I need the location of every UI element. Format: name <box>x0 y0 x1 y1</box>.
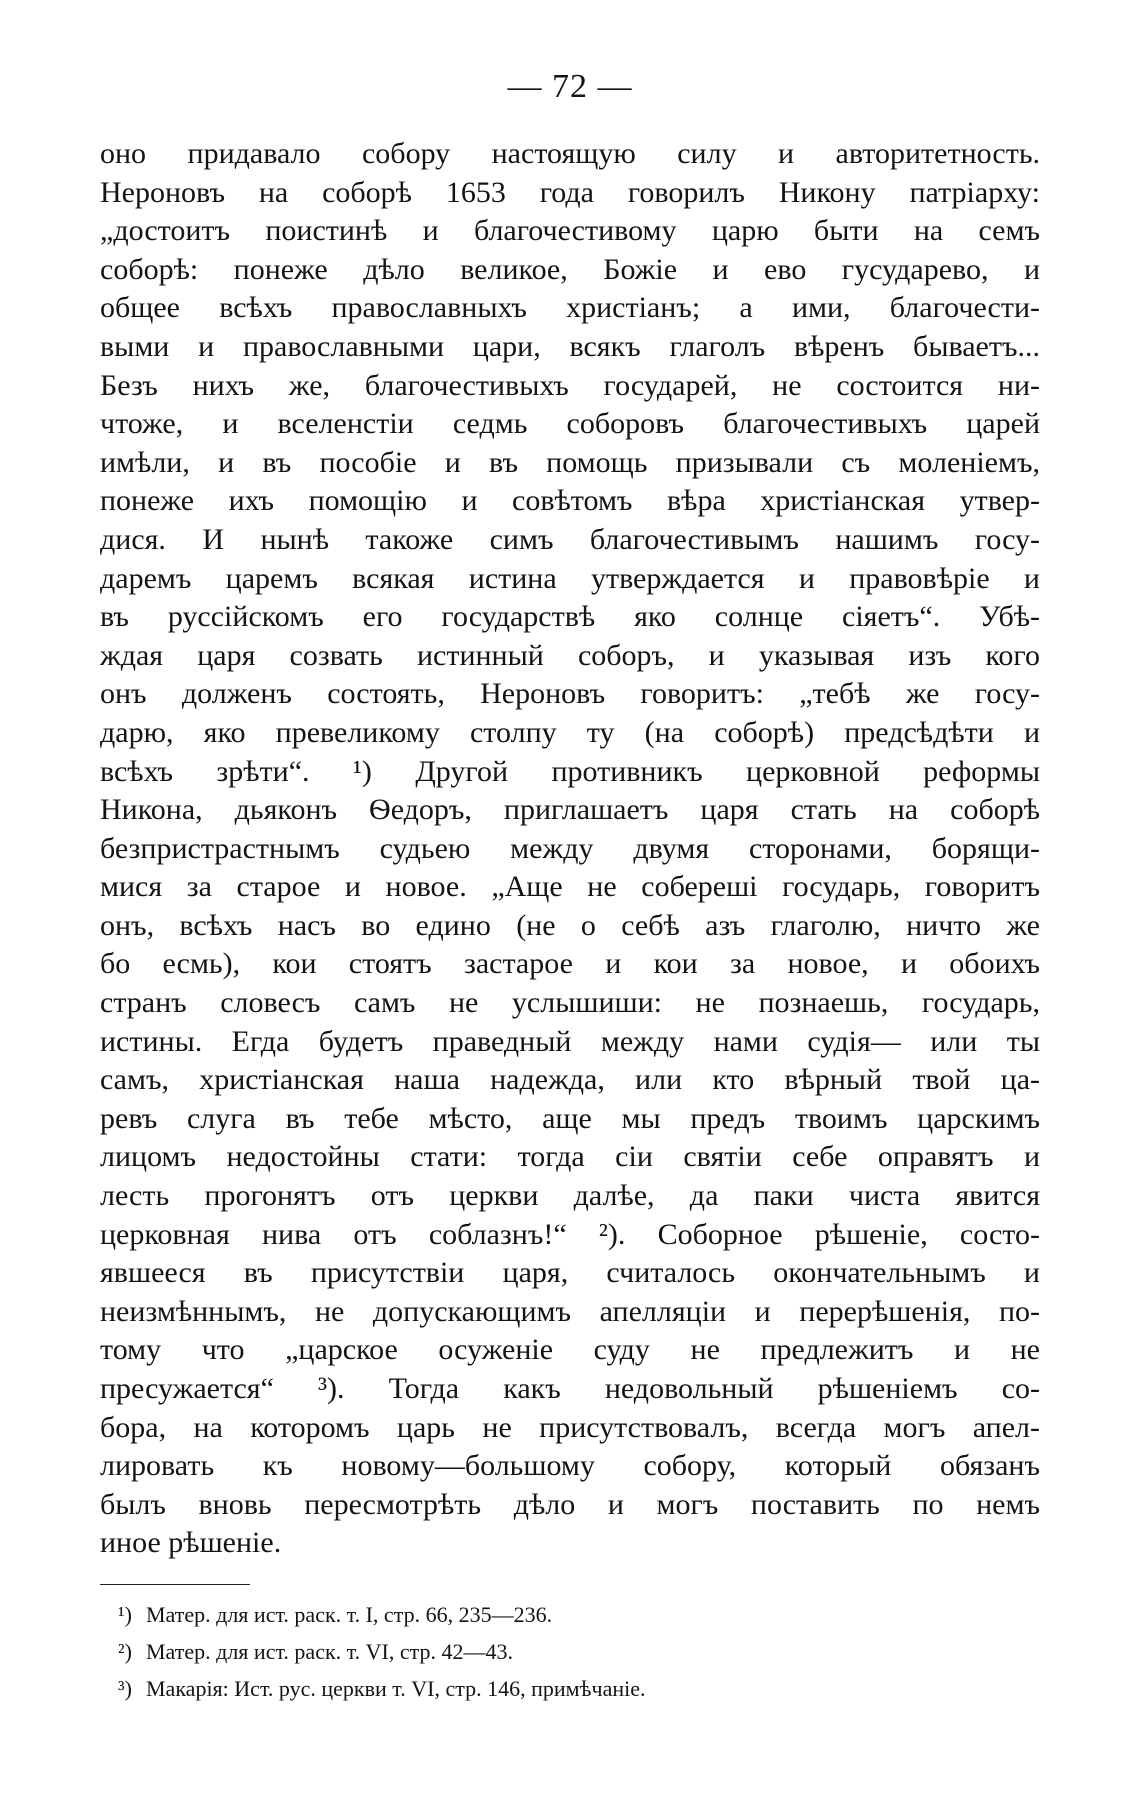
text-line: истины. Егда будетъ праведный между нами судія— или ты <box>100 1024 1040 1058</box>
footnote-divider <box>100 1584 250 1585</box>
text-line: Никона, дьяконъ Ѳедоръ, приглашаетъ царя стать на соборѣ <box>100 793 1040 827</box>
text-line: пресужается“ ³). Тогда какъ недовольный рѣшеніемъ со- <box>100 1372 1040 1405</box>
text-line: онъ, всѣхъ насъ во едино (не о себѣ азъ глаголю, ничто же <box>100 908 1040 942</box>
text-line: Нероновъ на соборѣ 1653 года говорилъ Никону патріарху: <box>100 175 1040 209</box>
footnote-text: Матер. для ист. раск. т. VI, стр. 42—43. <box>146 1639 513 1664</box>
footnote <box>118 1596 1018 1633</box>
footnotes <box>118 1596 1018 1707</box>
text-line: имѣли, и въ пособіе и въ помощь призывали съ моленіемъ, <box>100 445 1040 479</box>
text-line: дарю, яко превеликому столпу ту (на соборѣ) предсѣдѣти и <box>100 715 1040 749</box>
text-line: общее всѣхъ православныхъ христіанъ; а ими, благочести- <box>100 291 1040 325</box>
text-line: бора, на которомъ царь не присутствовалъ, всегда могъ апел- <box>100 1410 1040 1444</box>
text-line: оно придавало собору настоящую силу и авторитетность. <box>100 137 1040 170</box>
footnote <box>118 1670 1018 1707</box>
text-line: соборѣ: понеже дѣло великое, Божіе и ево гусударево, и <box>100 252 1040 286</box>
text-line: тому что „царское осуженіе суду не предлежитъ и не <box>100 1333 1040 1367</box>
text-line: мися за старое и новое. „Аще не соберешi государь, говоритъ <box>100 870 1040 904</box>
text-line: даремъ царемъ всякая истина утверждается и правовѣріе и <box>100 561 1040 595</box>
text-line: выми и православными цари, всякъ глаголъ вѣренъ бываетъ... <box>100 329 1040 363</box>
text-line: въ руссійскомъ его государствѣ яко солнце сіяетъ“. Убѣ- <box>100 600 1040 634</box>
text-line: неизмѣннымъ, не допускающимъ апелляціи и перерѣшенія, по- <box>100 1294 1040 1328</box>
body-text <box>100 135 1040 1563</box>
footnote-mark: ¹) <box>118 1602 132 1627</box>
text-line: „достоитъ поистинѣ и благочестивому царю быти на семъ <box>100 214 1040 248</box>
text-line: всѣхъ зрѣти“. ¹) Другой противникъ церковной реформы <box>100 754 1040 788</box>
text-line: бо есмь), кои стоятъ застарое и кои за новое, и обоихъ <box>100 947 1040 981</box>
text-line: лировать къ новому—большому собору, который обязанъ <box>100 1449 1040 1483</box>
footnote-mark: ²) <box>118 1639 132 1664</box>
text-line: дися. И нынѣ такоже симъ благочестивымъ нашимъ госу- <box>100 522 1040 556</box>
text-line: иное рѣшеніе. <box>100 1526 282 1560</box>
footnote-mark: ³) <box>118 1676 132 1701</box>
text-line: былъ вновь пересмотрѣть дѣло и могъ поставить по немъ <box>100 1487 1040 1521</box>
text-line: церковная нива отъ соблазнъ!“ ²). Соборное рѣшеніе, состо- <box>100 1217 1040 1251</box>
text-line: ждая царя созвать истинный соборъ, и указывая изъ кого <box>100 638 1040 672</box>
text-line: безпристрастнымъ судьею между двумя сторонами, борящи- <box>100 831 1040 865</box>
text-line: самъ, христіанская наша надежда, или кто вѣрный твой ца- <box>100 1063 1040 1097</box>
text-line: лицомъ недостойны стати: тогда сіи святіи себе оправятъ и <box>100 1140 1040 1174</box>
page-number: — 72 — <box>507 68 633 105</box>
footnote-text: Матер. для ист. раск. т. I, стр. 66, 235—236. <box>146 1602 553 1627</box>
text-line: странъ словесъ самъ не услышиши: не познаешь, государь, <box>100 986 1040 1020</box>
text-line: чтоже, и вселенстіи седмь соборовъ благочестивыхъ царей <box>100 407 1040 441</box>
text-line: онъ долженъ состоять, Нероновъ говоритъ: „тебѣ же госу- <box>100 677 1040 711</box>
footnote <box>118 1633 1018 1670</box>
text-line: Безъ нихъ же, благочестивыхъ государей, не состоится ни- <box>100 368 1040 402</box>
text-line: ревъ слуга въ тебе мѣсто, аще мы предъ твоимъ царскимъ <box>100 1101 1040 1135</box>
text-line: лесть прогонятъ отъ церкви далѣе, да паки чиста явится <box>100 1179 1040 1213</box>
text-line: явшееся въ присутствіи царя, считалось окончательнымъ и <box>100 1256 1040 1290</box>
footnote-text: Макарія: Ист. рус. церкви т. VI, стр. 146, примѣчаніе. <box>146 1676 646 1701</box>
text-line: понеже ихъ помощію и совѣтомъ вѣра христіанская утвер- <box>100 484 1040 518</box>
